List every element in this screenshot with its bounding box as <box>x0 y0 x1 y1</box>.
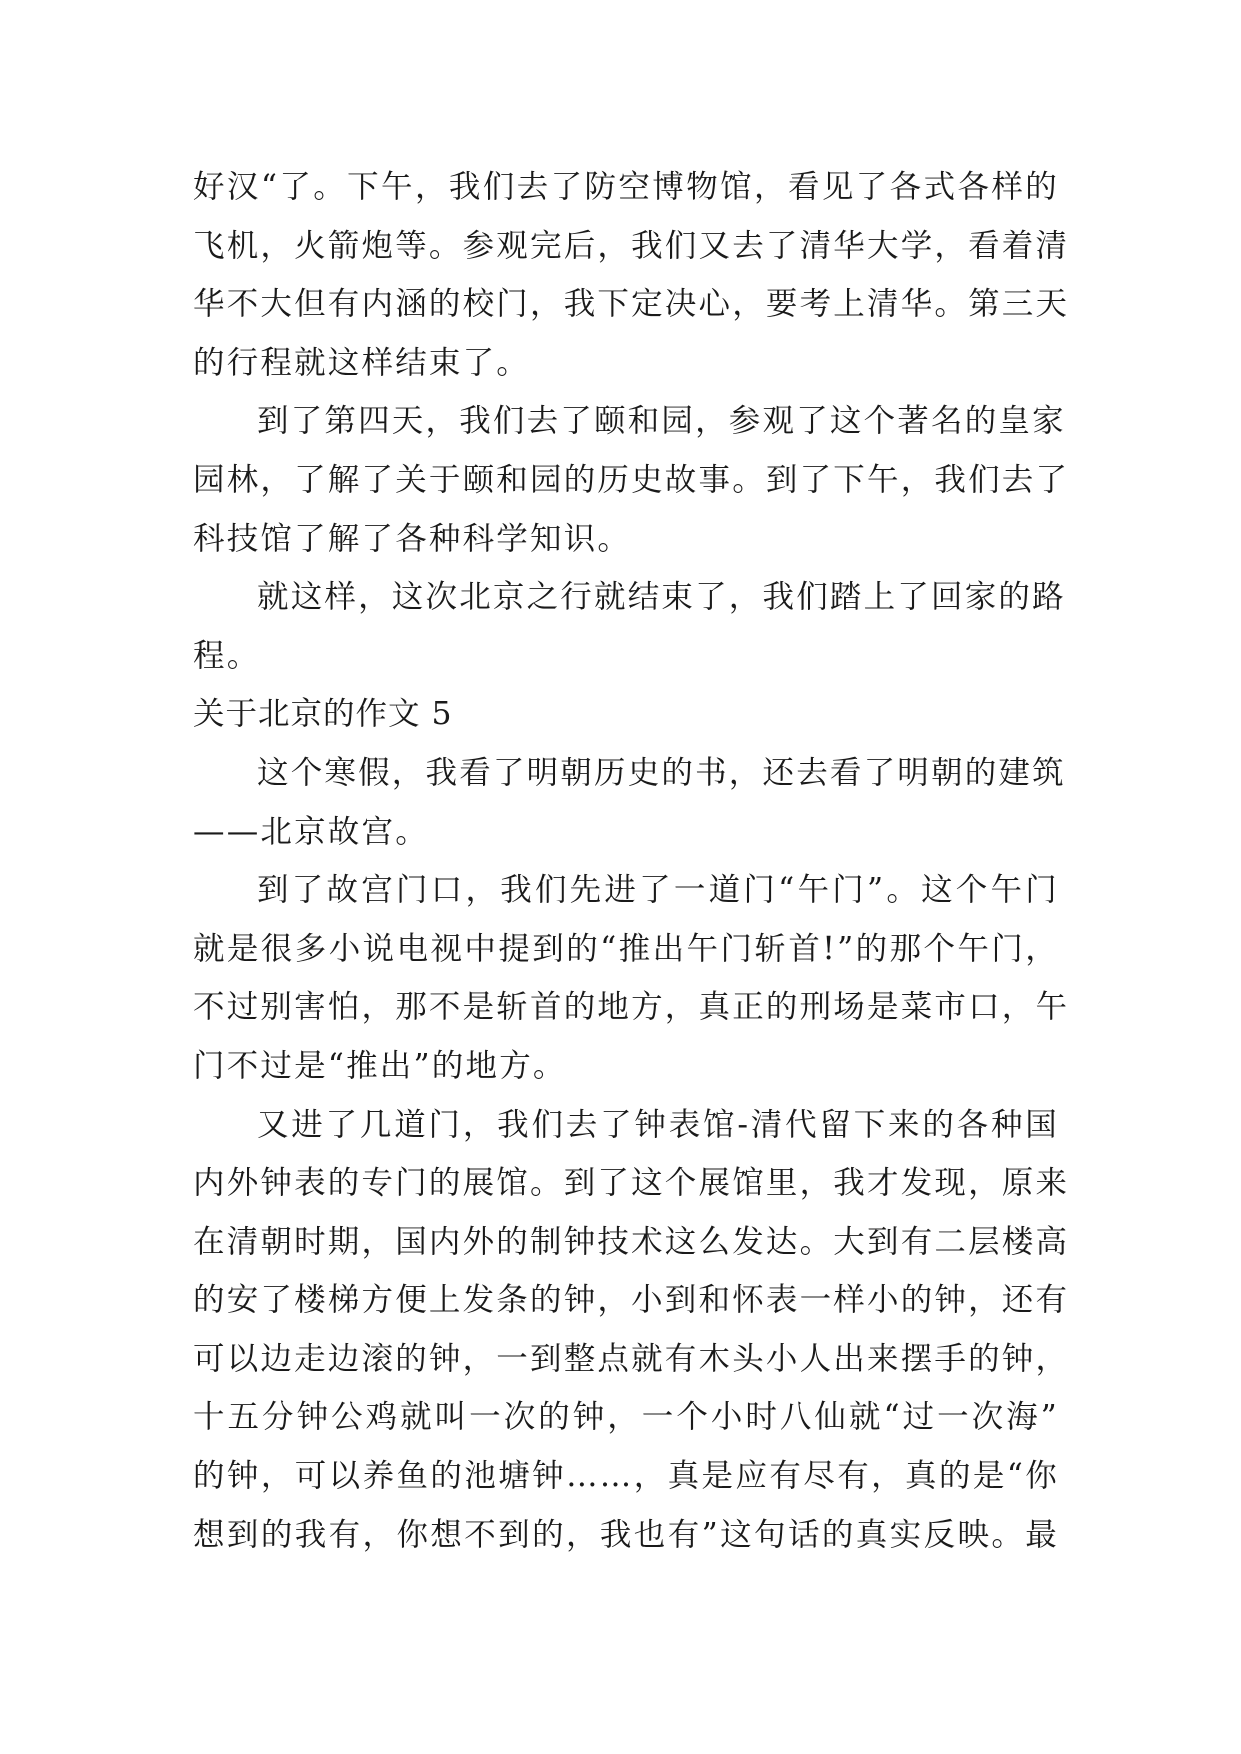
text-line: 在清朝时期，国内外的制钟技术这么发达。大到有二层楼高 <box>193 1223 1070 1260</box>
text-line: 就这样，这次北京之行就结束了，我们踏上了回家的路 <box>257 579 1066 616</box>
text-line: 就是很多小说电视中提到的“推出午门斩首!”的那个午门， <box>193 930 1059 967</box>
text-line: 的钟，可以养鱼的池塘钟……，真是应有尽有，真的是“你 <box>193 1458 1059 1495</box>
text-line: 好汉“了。下午，我们去了防空博物馆，看见了各式各样的 <box>193 169 1059 205</box>
text-line: 十五分钟公鸡就叫一次的钟，一个小时八仙就“过一次海” <box>193 1399 1059 1436</box>
text-line: 门不过是“推出”的地方。 <box>193 1047 567 1084</box>
text-line: 园林，了解了关于颐和园的历史故事。到了下午，我们去了 <box>193 461 1070 498</box>
text-line: 的安了楼梯方便上发条的钟，小到和怀表一样小的钟，还有 <box>193 1282 1070 1319</box>
text-line: 程。 <box>193 637 261 674</box>
text-line: 不过别害怕，那不是斩首的地方，真正的刑场是菜市口，午 <box>193 989 1070 1026</box>
text-line: 想到的我有，你想不到的，我也有”这句话的真实反映。最 <box>193 1516 1059 1553</box>
text-line: 这个寒假，我看了明朝历史的书，还去看了明朝的建筑 <box>257 754 1066 791</box>
text-line: 科技馆了解了各种科学知识。 <box>193 520 632 557</box>
section-heading: 关于北京的作文 5 <box>193 696 453 733</box>
text-line: 到了第四天，我们去了颐和园，参观了这个著名的皇家 <box>257 403 1066 440</box>
essay-text-block <box>193 158 1070 1564</box>
text-line: 的行程就这样结束了。 <box>193 344 531 381</box>
text-line: 飞机，火箭炮等。参观完后，我们又去了清华大学，看着清 <box>193 227 1070 264</box>
text-line: 华不大但有内涵的校门，我下定决心，要考上清华。第三天 <box>193 286 1070 323</box>
text-line: 又进了几道门，我们去了钟表馆-清代留下来的各种国 <box>257 1106 1059 1143</box>
text-line: 内外钟表的专门的展馆。到了这个展馆里，我才发现，原来 <box>193 1165 1070 1202</box>
text-line: ——北京故宫。 <box>193 813 429 850</box>
text-line: 可以边走边滚的钟，一到整点就有木头小人出来摆手的钟， <box>193 1340 1070 1377</box>
text-line: 到了故宫门口，我们先进了一道门“午门”。这个午门 <box>257 872 1059 909</box>
